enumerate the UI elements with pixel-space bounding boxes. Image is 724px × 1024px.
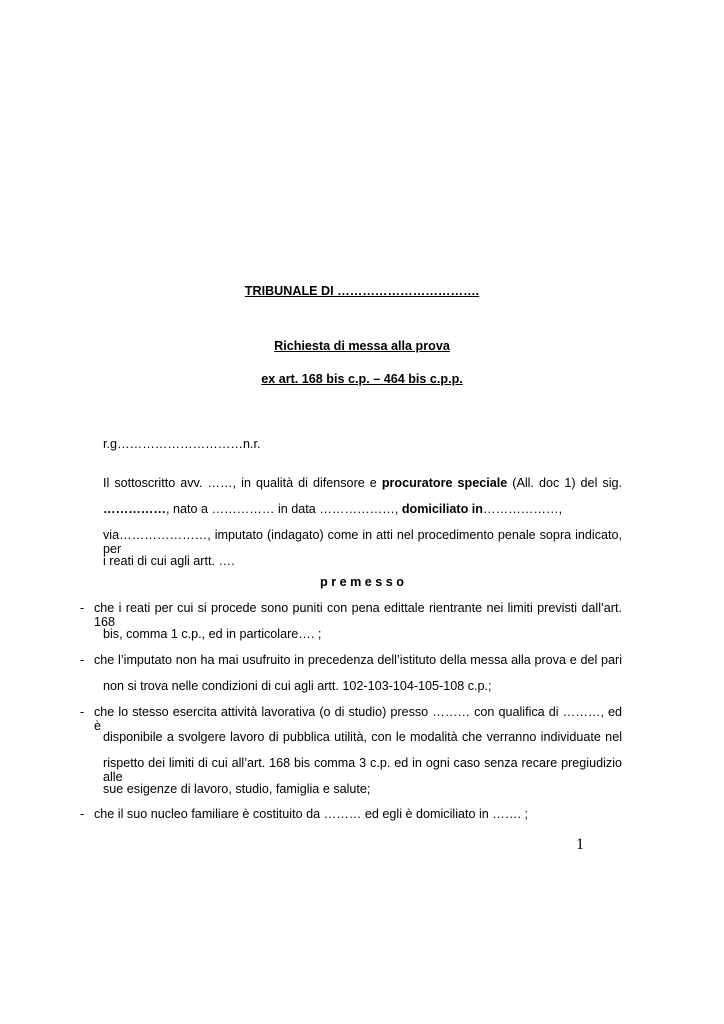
- bullet-1-line-2: bis, comma 1 c.p., ed in particolare…. ;: [103, 627, 322, 641]
- bullet-3-line-2: disponibile a svolgere lavoro di pubblica utilità, con le modalità che verranno individuate nel: [103, 730, 622, 744]
- bullet-3-line-3: rispetto dei limiti di cui all’art. 168 bis comma 3 c.p. ed in ogni caso senza recare pregiudizio alle: [103, 756, 622, 784]
- list-item: -: [80, 601, 85, 615]
- intro-line-2: ……………, nato a …………… in data ………………, domiciliato in………………,: [103, 502, 563, 516]
- bullet-2-line-2: non si trova nelle condizioni di cui agli artt. 102-103-104-105-108 c.p.;: [103, 679, 492, 693]
- tribunale-heading: TRIBUNALE DI …………………………….: [244, 284, 480, 298]
- bullet-3-line-1: che lo stesso esercita attività lavorativa (o di studio) presso ……… con qualifica di ………, ed è: [94, 705, 622, 733]
- page-number: 1: [576, 836, 584, 853]
- document-subtitle: ex art. 168 bis c.p. – 464 bis c.p.p.: [261, 372, 463, 386]
- document-title: Richiesta di messa alla prova: [274, 339, 450, 353]
- bullet-1-line-1: che i reati per cui si procede sono puniti con pena edittale rientrante nei limiti previsti dall’art. 168: [94, 601, 622, 629]
- bullet-4-line-1: che il suo nucleo familiare è costituito da ……… ed egli è domiciliato in ……. ;: [94, 807, 528, 821]
- list-item: -: [80, 705, 85, 719]
- rg-line: r.g…………………………n.r.: [103, 437, 261, 451]
- list-item: -: [80, 653, 85, 667]
- bullet-2-line-1: che l’imputato non ha mai usufruito in precedenza dell’istituto della messa alla prova e del pari: [94, 653, 622, 667]
- list-item: -: [80, 807, 85, 821]
- premesso-heading: p r e m e s s o: [320, 575, 404, 589]
- intro-line-3: via…………………, imputato (indagato) come in atti nel procedimento penale sopra indicato, per: [103, 528, 622, 556]
- intro-line-1: Il sottoscritto avv. ……, in qualità di difensore e procuratore speciale (All. doc 1) del sig.: [103, 476, 622, 490]
- intro-line-4: i reati di cui agli artt. ….: [103, 554, 235, 568]
- bullet-3-line-4: sue esigenze di lavoro, studio, famiglia e salute;: [103, 782, 371, 796]
